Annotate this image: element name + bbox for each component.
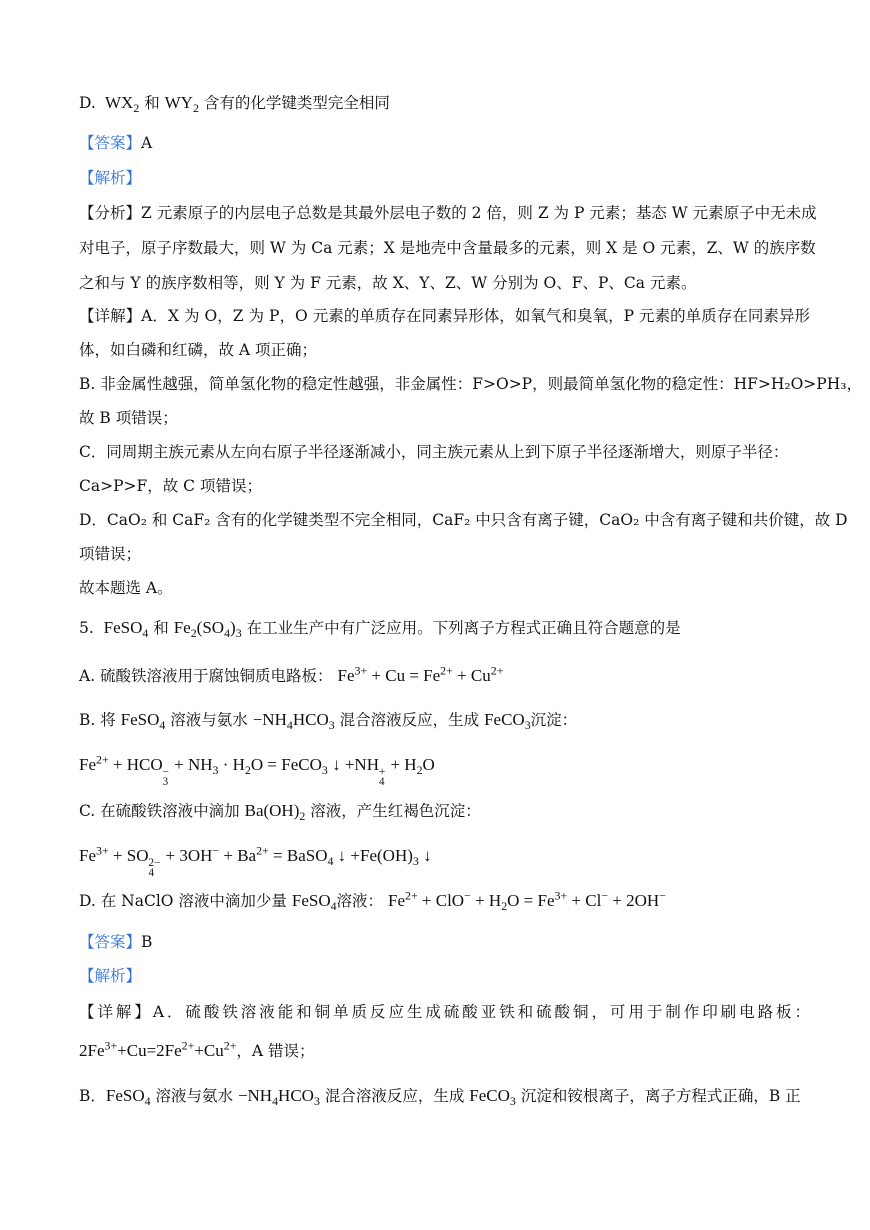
- q4-detail-line-2: 体，如白磷和红磷，故 A 项正确；: [79, 341, 318, 359]
- q4-conclusion: 故本题选 A。: [79, 579, 173, 597]
- q5-option-d: D. 在 NaClO 溶液中滴加少量 FeSO$_4$溶液： $Fe^{2+} + ClO^- + H_2O = Fe^{3+} + Cl^- + 2OH^-$: [79, 888, 666, 914]
- q4-d-line-1: D．CaO₂ 和 CaF₂ 含有的化学键类型不完全相同，CaF₂ 中只含有离子键，CaO₂ 中含有离子键和共价键，故 D: [79, 511, 848, 529]
- q5-analysis-label: 【解析】: [79, 967, 142, 985]
- q4-analysis-line-3: 之和与 Y 的族序数相等，则 Y 为 F 元素，故 X、Y、Z、W 分别为 O、F、P、Ca 元素。: [79, 274, 697, 292]
- q4-analysis-line-1: 【分析】Z 元素原子的内层电子总数是其最外层电子数的 2 倍，则 Z 为 P 元素；基态 W 元素原子中无未成: [79, 204, 817, 222]
- q4-answer: 【答案】A: [79, 134, 153, 152]
- q5-detail-line-1: 【详解】A．硫酸铁溶液能和铜单质反应生成硫酸亚铁和硫酸铜，可用于制作印刷电路板：: [79, 1003, 810, 1021]
- q5-option-c: C. 在硫酸铁溶液中滴加 $Ba(OH)_2$ 溶液，产生红褐色沉淀：: [79, 801, 481, 824]
- q5-detail-line-2: $2Fe^{3+}+Cu=2Fe^{2+}+Cu^{2+}$，A 错误；: [79, 1038, 315, 1060]
- q4-analysis-label: 【解析】: [79, 169, 142, 187]
- equation-a-correct: $2Fe^{3+}+Cu=2Fe^{2+}+Cu^{2+}$: [79, 1038, 237, 1060]
- q4-analysis-line-2: 对电子，原子序数最大，则 W 为 Ca 元素；X 是地壳中含量最多的元素，则 X 是 O 元素，Z、W 的族序数: [79, 239, 816, 257]
- q4-c-line-1: C．同周期主族元素从左向右原子半径逐渐减小，同主族元素从上到下原子半径逐渐增大，则原子半径：: [79, 443, 789, 461]
- equation-b: $Fe^{2+}$ + HCO − 3 + $NH_3 \cdot H_2O$ = FeCO$_3$ ↓ +NH + 4 + $H_2O$: [79, 752, 435, 789]
- q5-stem: 5. FeSO$_4$ 和 $Fe_2(SO_4)_3$ 在工业生产中有广泛应用。下列离子方程式正确且符合题意的是: [79, 618, 681, 641]
- q4-c-line-2: Ca>P>F，故 C 项错误；: [79, 477, 262, 495]
- formula-fe2so43: $Fe_2(SO_4)_3$: [173, 618, 242, 641]
- formula-feso4: FeSO$_4$: [103, 618, 149, 641]
- q4-option-d: D. $WX_2$ 和 $WY_2$ 含有的化学键类型完全相同: [79, 93, 390, 116]
- q5-option-b: B. 将 FeSO$_4$ 溶液与氨水 $-NH_4HCO_3$ 混合溶液反应，生成 FeCO$_3$沉淀：: [79, 710, 578, 733]
- q4-detail-line-1: 【详解】A．X 为 O，Z 为 P，O 元素的单质存在同素异形体，如氧气和臭氧，P 元素的单质存在同素异形: [79, 307, 810, 325]
- q5-answer: 【答案】B: [79, 933, 153, 951]
- q4-b-line-1: B. 非金属性越强，简单氢化物的稳定性越强，非金属性：F>O>P，则最简单氢化物的稳定性：HF>H₂O>PH₃，: [79, 375, 862, 393]
- equation-c: $Fe^{3+}$ + SO 2− 4 + $3OH^- + Ba^{2+}$ = BaSO$_4$ ↓ $+Fe(OH)_3$ ↓: [79, 843, 432, 880]
- equation-a: $Fe^{3+} + Cu = Fe^{2+} + Cu^{2+}$: [337, 663, 504, 685]
- formula-wy2: $WY_2$: [164, 93, 199, 116]
- q5-detail-line-3: B．FeSO$_4$ 溶液与氨水 $-NH_4HCO_3$ 混合溶液反应，生成 FeCO$_3$ 沉淀和铵根离子，离子方程式正确，B 正: [79, 1086, 801, 1109]
- q4-b-line-2: 故 B 项错误；: [79, 409, 178, 427]
- q4-d-line-2: 项错误；: [79, 545, 142, 563]
- formula-wx2: $WX_2$: [100, 93, 140, 116]
- q5-option-a: A. 硫酸铁溶液用于腐蚀铜质电路板： $Fe^{3+} + Cu = Fe^{2+} + Cu^{2+}$: [79, 663, 504, 685]
- equation-d: $Fe^{2+} + ClO^- + H_2O = Fe^{3+} + Cl^- + 2OH^-$: [388, 888, 666, 914]
